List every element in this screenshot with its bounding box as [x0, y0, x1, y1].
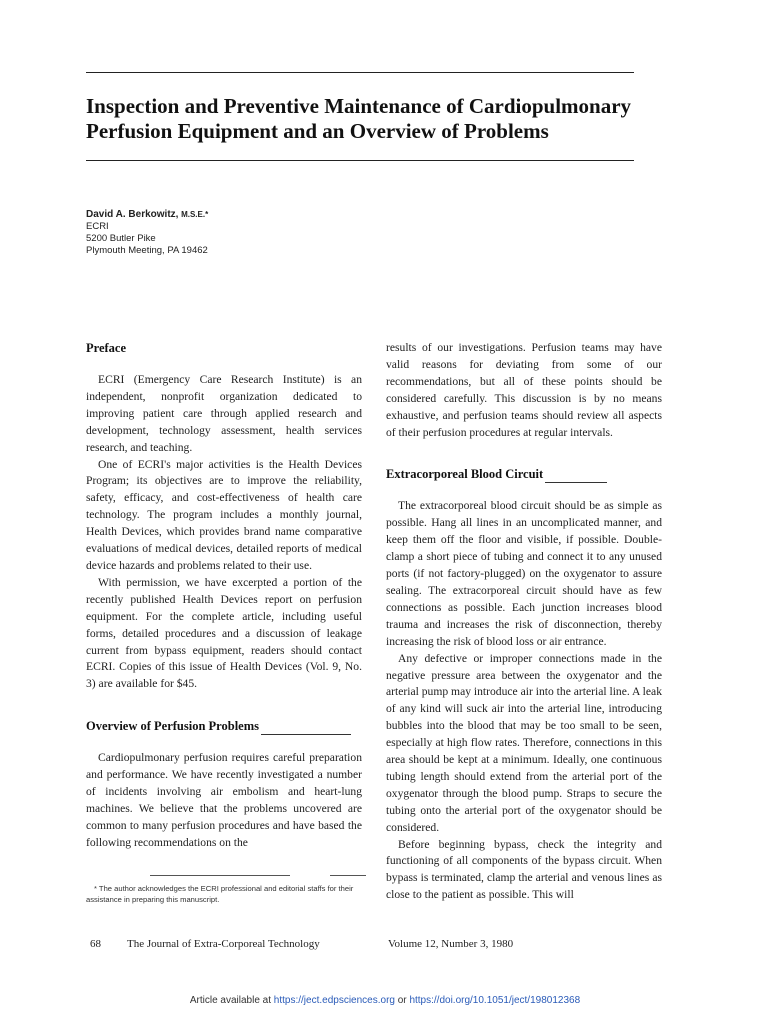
author-city: Plymouth Meeting, PA 19462: [86, 245, 208, 256]
preface-paragraph-2: One of ECRI's major activities is the Health Devices Program; its objectives are to improve the reliability, safety, efficacy, and cost-effectiveness of health care technology. The program includes a monthly journal, Health Devices, which provides brand name comparative evaluations of medical devices, detailed reports of medical device hazards and problems related to their use.: [86, 457, 362, 572]
circuit-paragraph-1: The extracorporeal blood circuit should be as simple as possible. Hang all lines in an uncomplicated manner, and keep them off the floor and visible, if possible. Double-clamp a short piece of tubing and connect it to any unused ports (if not factory-plugged) on the oxygenator to assure sealing. The extracorporeal circuit should have as few connections as possible. Each junction increases blood trauma and increases the risk of disconnection, thereby increasing the risk of blood loss or air entrance.: [386, 499, 662, 648]
title-line-1: Inspection and Preventive Maintenance of Cardiopulmonary: [86, 94, 632, 118]
overview-paragraph-1: Cardiopulmonary perfusion requires careful preparation and performance. We have recently investigated a number of incidents involving air embolism and heart-lung machines. We believe that the problems uncovered are common to many perfusion procedures and have based the following recommendations on the: [86, 751, 362, 849]
overview-heading: Overview of Perfusion Problems: [86, 718, 362, 735]
preface-paragraph-3: With permission, we have excerpted a portion of the recently published Health Devices report on perfusion equipment. For the complete article, including useful forms, detailed procedures and a discussion of leakage current from bypass equipment, readers should contact ECRI. Copies of this issue of Health Devices (Vol. 9, No. 3) are available for $45.: [86, 575, 362, 691]
top-rule: [86, 72, 634, 73]
doi-link[interactable]: https://doi.org/10.1051/ject/198012368: [409, 995, 581, 1006]
author-street: 5200 Butler Pike: [86, 233, 156, 244]
journal-name: The Journal of Extra-Corporeal Technology: [127, 938, 320, 950]
title-rule: [86, 160, 634, 161]
footnote: * The author acknowledges the ECRI professional and editorial staffs for their assistance in preparing this manuscript.: [86, 884, 354, 904]
preface-paragraph-1: ECRI (Emergency Care Research Institute) is an independent, nonprofit organization dedicated to improving patient care through applied research and development, technology assessment, health services research, and teaching.: [86, 373, 362, 454]
journal-site-link[interactable]: https://ject.edpsciences.org: [273, 995, 395, 1006]
availability-prefix: Article available at: [189, 995, 271, 1006]
footnote-rule: [150, 875, 290, 876]
circuit-paragraph-3: Before beginning bypass, check the integrity and functioning of all components of the bypass circuit. When bypass is terminated, clamp the arterial and venous lines as close to the patient as possible. This will: [386, 837, 662, 902]
preface-heading: Preface: [86, 341, 127, 355]
author-credential: M.S.E.*: [181, 210, 209, 219]
circuit-paragraph-2: Any defective or improper connections made in the negative pressure area between the oxygenator and the arterial pump may introduce air into the arterial line. A leak of any kind will suck air into the arterial line, introducing bubbles into the blood that may be too small to be seen, especially at high flow rates. Therefore, connections in this area should be kept at a minimum. Ideally, one continuous tubing length should extend from the arterial port of the oxygenator through the blood pump. Straps to secure the tubing onto the arterial port of the oxygenator should be considered.: [386, 651, 662, 834]
article-title: [86, 94, 686, 144]
left-column: [86, 340, 362, 852]
title-line-2: Perfusion Equipment and an Overview of Problems: [86, 119, 549, 143]
right-column: [386, 340, 662, 904]
availability-line: [0, 995, 770, 1006]
page-number: 68: [90, 938, 101, 950]
author-org: ECRI: [86, 221, 109, 232]
results-paragraph: results of our investigations. Perfusion teams may have valid reasons for deviating from some of our recommendations, but all of these points should be considered carefully. This discussion is by no means exhaustive, and perfusion teams should review all aspects of their perfusion procedures at regular intervals.: [386, 341, 662, 439]
author-block: [86, 209, 208, 257]
footnote-rule-right: [330, 875, 366, 876]
availability-or: or: [397, 995, 407, 1006]
circuit-heading: Extracorporeal Blood Circuit: [386, 466, 662, 483]
author-name: David A. Berkowitz,: [86, 209, 179, 220]
volume-info: Volume 12, Number 3, 1980: [388, 938, 514, 950]
